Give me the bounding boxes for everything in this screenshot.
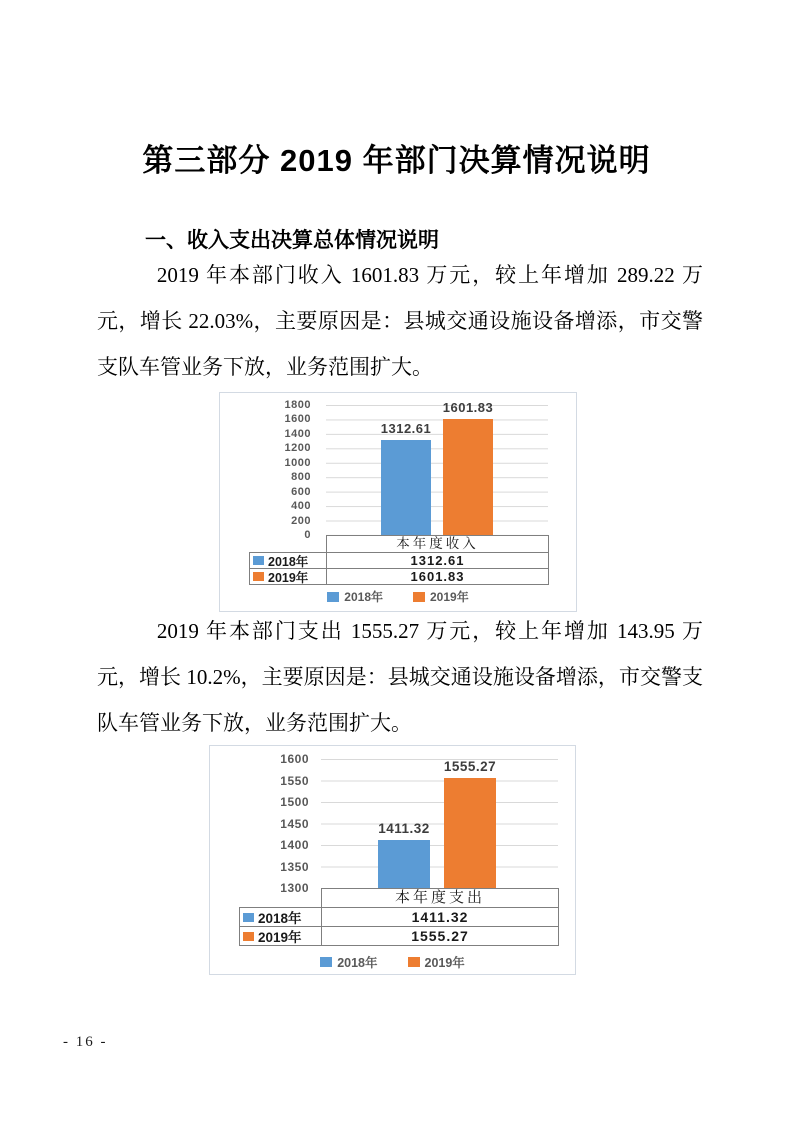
table-key-2018 [239, 907, 322, 927]
bar-2019 [443, 419, 493, 535]
legend-item-2019 [413, 588, 469, 605]
table-key-label: 2019年 [258, 930, 302, 945]
table-row [249, 568, 549, 585]
table-key-label: 2018年 [268, 554, 309, 569]
table-key-label: 2019年 [268, 570, 309, 585]
legend-2018-swatch-icon [320, 957, 332, 967]
y-axis-tick: 1400 [280, 838, 309, 852]
series-2019-swatch-icon [243, 932, 254, 941]
legend-item-2018 [327, 588, 383, 605]
table-value-2019: 1601.83 [326, 568, 549, 585]
table-row [249, 552, 549, 569]
data-label-2019: 1555.27 [443, 759, 497, 775]
legend-2019-swatch-icon [408, 957, 420, 967]
section-heading: 一、收入支出决算总体情况说明 [145, 229, 439, 252]
document-title: 第三部分 2019 年部门决算情况说明 [142, 143, 651, 178]
series-2018-swatch-icon [253, 556, 264, 565]
legend-label: 2018年 [337, 956, 378, 970]
expense-chart [209, 745, 576, 975]
y-axis-tick: 1200 [284, 442, 311, 455]
table-category-header: 本年度支出 [321, 888, 559, 908]
y-axis-tick: 1000 [284, 456, 311, 469]
y-axis-tick: 1500 [280, 795, 309, 809]
y-axis-tick: 800 [291, 471, 311, 484]
income-chart-y-axis [230, 398, 311, 542]
y-axis-tick: 0 [304, 528, 311, 541]
bar-2018 [378, 840, 430, 888]
table-category-header: 本年度收入 [326, 535, 549, 553]
y-axis-tick: 400 [291, 500, 311, 513]
y-axis-tick: 1600 [284, 413, 311, 426]
data-label-2018: 1411.32 [378, 821, 430, 837]
legend-2019-swatch-icon [413, 592, 425, 602]
y-axis-tick: 1450 [280, 816, 309, 831]
expense-chart-plot-area [321, 759, 558, 888]
table-row [239, 907, 559, 927]
y-axis-tick: 1600 [280, 752, 309, 766]
series-2018-swatch-icon [243, 913, 254, 922]
legend-label: 2019年 [430, 590, 469, 604]
y-axis-tick: 600 [291, 485, 311, 498]
table-key-2018 [249, 552, 327, 569]
data-label-2019: 1601.83 [442, 400, 494, 416]
expense-chart-y-axis [220, 752, 309, 895]
table-key-2019 [239, 926, 322, 946]
table-value-2019: 1555.27 [321, 926, 559, 946]
y-axis-tick: 1800 [284, 399, 311, 411]
expense-chart-legend [210, 953, 575, 971]
legend-item-2018 [320, 953, 377, 971]
income-chart [219, 392, 577, 612]
legend-label: 2018年 [344, 590, 383, 604]
y-axis-tick: 1350 [280, 859, 309, 874]
table-key-2019 [249, 568, 327, 585]
income-chart-data-table [249, 535, 549, 585]
y-axis-tick: 1300 [280, 881, 309, 895]
table-value-2018: 1312.61 [326, 552, 549, 569]
y-axis-tick: 1400 [284, 427, 311, 440]
bar-2019 [444, 778, 496, 888]
legend-2018-swatch-icon [327, 592, 339, 602]
expense-chart-data-table [239, 888, 559, 946]
data-label-2018: 1312.61 [380, 421, 432, 437]
expense-paragraph: 2019 年本部门支出 1555.27 万元，较上年增加 143.95 万元，增长 10.2%，主要原因是：县城交通设施设备增添，市交警支队车管业务下放，业务范围扩大。 [97, 619, 703, 735]
income-paragraph: 2019 年本部门收入 1601.83 万元，较上年增加 289.22 万元，增长 22.03%，主要原因是：县城交通设施设备增添，市交警支队车管业务下放，业务范围扩大。 [97, 263, 703, 379]
table-key-label: 2018年 [258, 911, 302, 926]
series-2019-swatch-icon [253, 572, 264, 581]
page-number: - 16 - [63, 1034, 108, 1050]
income-chart-legend [220, 588, 576, 605]
table-value-2018: 1411.32 [321, 907, 559, 927]
bar-2018 [381, 440, 431, 535]
legend-item-2019 [408, 953, 465, 971]
y-axis-tick: 1550 [280, 773, 309, 788]
table-row [239, 926, 559, 946]
income-chart-plot-area [326, 400, 548, 535]
legend-label: 2019年 [424, 956, 465, 970]
y-axis-tick: 200 [291, 514, 311, 527]
